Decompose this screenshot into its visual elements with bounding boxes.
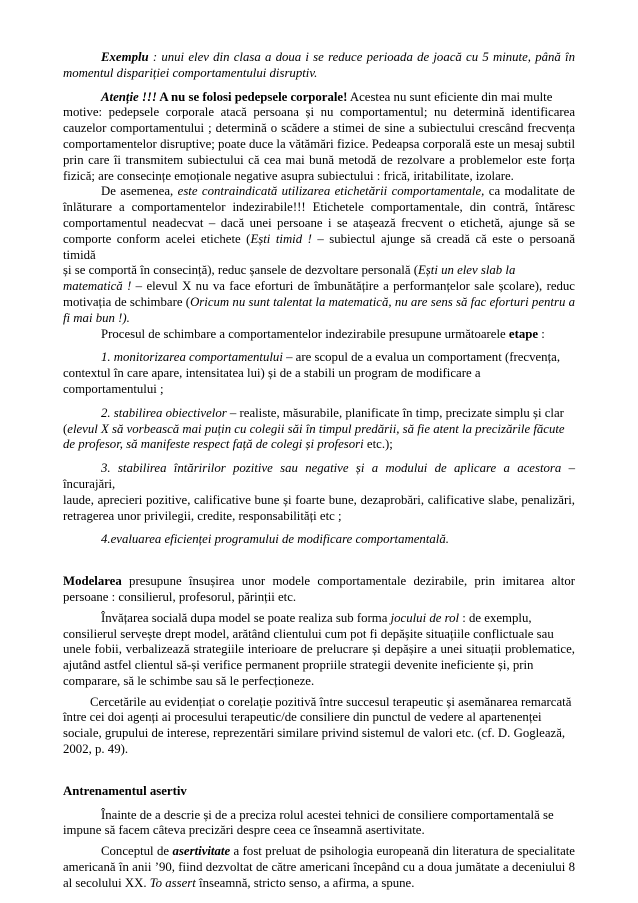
key-term: asertivitate (172, 844, 231, 859)
text-run: etc.); (363, 437, 393, 452)
step-title: 3. stabilirea întăririlor pozitive sau negative și a modului de aplicare a acestora (101, 461, 562, 476)
text-run: – elevul X nu va face eforturi de îmbunătățire a performanțelor sale școlare), reduc (131, 279, 575, 294)
text-run: 2002, p. 49). (63, 742, 129, 757)
text-run: cauzelor comportamentului ; determină o scădere a stimei de sine a subiectului crescând frecvența (63, 121, 575, 136)
text-line (63, 66, 575, 82)
text-run: între cei doi agenți ai procesului terapeutic/de consiliere din punctul de vedere al apartenenței (63, 710, 542, 725)
text-line (63, 121, 575, 137)
text-line (63, 169, 575, 185)
text-run: Conceptul de (101, 844, 173, 859)
text-run: unele fobii, verbalizează strategiile interioare de prelucrare și depășire a unei situații problematice, (63, 642, 575, 657)
text-line (63, 200, 575, 216)
italic-text: jocului de rol (390, 610, 460, 625)
text-run: : (538, 326, 545, 341)
text-run: Înainte de a descrie și de a preciza rolul acestei tehnici de consiliere comportamentală se (101, 807, 554, 822)
text-run: – încurajări, (63, 461, 575, 491)
text-line (63, 437, 575, 453)
text-line (63, 742, 575, 758)
section-heading (63, 784, 575, 800)
text-line (63, 493, 575, 509)
paragraph-research (63, 695, 575, 758)
text-line (63, 860, 575, 876)
text-line (63, 279, 575, 295)
text-run: al secolului XX. (63, 875, 150, 890)
text-line (63, 232, 575, 264)
text-line (63, 611, 575, 627)
text-line (63, 876, 575, 892)
text-line (63, 153, 575, 169)
text-line (63, 574, 575, 590)
text-line (63, 674, 575, 690)
text-run: motive: pedepsele corporale atacă persoana și nu comportamentul; nu determină identificarea (63, 105, 575, 120)
warning-label: Atenție !!! (101, 89, 157, 104)
text-run: motivația de schimbare ( (63, 294, 191, 309)
text-run: – subiectul ajunge să creadă că este o persoană timidă (63, 231, 575, 262)
text-run: laude, aprecieri pozitive, calificative bune și foarte bune, dezaprobări, calificative slabe, penalizări, (63, 492, 575, 507)
italic-text: matematică ! (63, 279, 132, 294)
text-line (63, 658, 575, 674)
text-run: și se comportă în consecință), reduc șansele de dezvoltare personală ( (63, 263, 418, 278)
italic-text: Ești un elev slab la (417, 263, 516, 278)
text-line (63, 350, 575, 366)
warning-text: A nu se folosi pedepsele corporale! (156, 89, 348, 104)
step-title: 1. monitorizarea comportamentului (101, 350, 283, 365)
step-title: 4.evaluarea eficienței programului de modificare comportamentală. (101, 532, 449, 547)
text-line (63, 695, 575, 711)
text-run: retragerea unor privilegii, credite, responsabilități etc ; (63, 508, 342, 523)
paragraph-labeling (63, 184, 575, 326)
text-run: – are scopul de a evalua un comportament (frecvența, (282, 350, 561, 365)
list-item-step-1 (63, 350, 575, 397)
text-run: consilierul servește drept model, arătând clientului cum pot fi depășite situațiile conflictuale sau (63, 626, 554, 641)
text-run: ajutând astfel clientul să-și verifice permanent propriile strategii devenite ineficiente și, prin (63, 658, 534, 673)
document-body (63, 50, 575, 892)
text-run: presupune însușirea unor modele comportamentale dezirabile, prin imitarea altor (121, 574, 575, 589)
text-run: fizică; are consecințe emoționale negative asupra subiectului : frică, iritabilitate, izolare. (63, 168, 514, 183)
section-term: Modelarea (63, 574, 122, 589)
paragraph-concept (63, 844, 575, 891)
text-line (63, 263, 575, 279)
italic-text: elevul X să vorbească mai puțin cu colegii săi în timpul predării, să fie atent la precizările făcute (67, 421, 565, 436)
text-run: De asemenea, (101, 184, 178, 199)
text-run: prin care îi transmitem subiectului că cea mai bună metodă de rezolvare a problemelor este forța (63, 152, 575, 167)
italic-text: fi mai bun !). (63, 310, 130, 325)
bold-text: etape (508, 326, 539, 341)
text-line (63, 823, 575, 839)
text-line (63, 726, 575, 742)
text-run: înseamnă, stricto senso, a afirma, a spune. (195, 875, 415, 890)
step-title: 2. stabilirea obiectivelor (101, 405, 227, 420)
text-line (63, 327, 575, 343)
paragraph-process (63, 327, 575, 343)
italic-text: Oricum nu sunt talentat la matematică, nu are sens să fac eforturi pentru a (190, 294, 576, 309)
italic-text: este contraindicată utilizarea etichetării comportamentale, (177, 184, 485, 199)
paragraph-warning (63, 90, 575, 185)
text-line (63, 311, 575, 327)
text-run: : de exemplu, (459, 610, 532, 625)
text-run: Procesul de schimbare a comportamentelor indezirabile presupune următoarele (101, 326, 509, 341)
text-run: comportamentelor disruptive; poate duce la vătămări fizice. Pedeapsa corporală este un mesaj subtil (63, 136, 575, 151)
text-line (63, 90, 575, 106)
text-line (63, 366, 575, 382)
text-run: comparare, să le schimbe sau să le perfecționeze. (63, 673, 315, 688)
text-run: Învățarea socială dupa model se poate realiza sub forma (101, 610, 391, 625)
text-line (63, 137, 575, 153)
italic-text: To assert (149, 875, 196, 890)
text-run: impune să facem câteva precizări despre ceea ce înseamnă asertivitate. (63, 823, 425, 838)
list-item-step-3 (63, 461, 575, 524)
text-line (63, 461, 575, 493)
text-run: comportamentului ; (63, 381, 164, 396)
text-line (63, 808, 575, 824)
text-line (63, 406, 575, 422)
text-run: americană în anii ’90, fiind dezvoltat de către americani începând cu a doua jumătate a deceniului 8 (63, 860, 575, 875)
text-run: comporte conform acelei etichete ( (63, 231, 251, 246)
text-line (63, 295, 575, 311)
text-line (63, 382, 575, 398)
text-line (63, 509, 575, 525)
text-line (63, 532, 575, 548)
text-line (63, 784, 575, 800)
text-run: momentul dispariției comportamentului disruptiv. (63, 65, 318, 80)
text-run: – realiste, măsurabile, planificate în timp, precizate simplu și clar (226, 405, 564, 420)
text-run: Acestea nu sunt eficiente din mai multe (347, 89, 553, 104)
text-line (63, 590, 575, 606)
list-item-step-4 (63, 532, 575, 548)
text-line (63, 216, 575, 232)
paragraph-intro (63, 808, 575, 840)
text-run: sociale, grupului de interese, reprezentări similare privind sistemul de valori etc. (cf. D. Goglează, (63, 726, 566, 741)
paragraph-example (63, 50, 575, 82)
text-run: contextul în care apare, intensitatea lui) și de a stabili un program de modificare a (63, 366, 481, 381)
text-run: ( (63, 421, 68, 436)
text-run: înlăturare a comportamentelor indezirabile!!! Etichetele comportamentale, din contră, întăresc (63, 200, 575, 215)
text-run: persoane : consilierul, profesorul, părinții etc. (63, 589, 297, 604)
text-line (63, 844, 575, 860)
text-line (63, 627, 575, 643)
text-line (63, 105, 575, 121)
text-run: : unui elev din clasa a doua i se reduce perioada de joacă cu 5 minute, până în (148, 50, 575, 64)
text-line (63, 184, 575, 200)
text-line (63, 642, 575, 658)
text-line (63, 710, 575, 726)
text-line (63, 422, 575, 438)
list-item-step-2 (63, 406, 575, 453)
text-run: Cercetările au evidențiat o corelație pozitivă între succesul terapeutic și asemănarea remarcată (90, 694, 572, 709)
text-run: ca modalitate de (484, 184, 575, 199)
paragraph-social-learning (63, 611, 575, 690)
example-label: Exemplu (101, 50, 149, 64)
italic-text: de profesor, să manifeste respect față de colegi și profesori (63, 437, 364, 452)
italic-text: Ești timid ! (250, 231, 312, 246)
text-run: a fost preluat de psihologia europeană din literatura de specialitate (230, 844, 575, 859)
text-run: comportamentul neadecvat – dacă unei persoane i se atașează frecvent o etichetă, ajunge să se (63, 215, 575, 230)
paragraph-modeling (63, 574, 575, 606)
text-line (63, 50, 575, 66)
heading-text: Antrenamentul asertiv (63, 783, 187, 798)
